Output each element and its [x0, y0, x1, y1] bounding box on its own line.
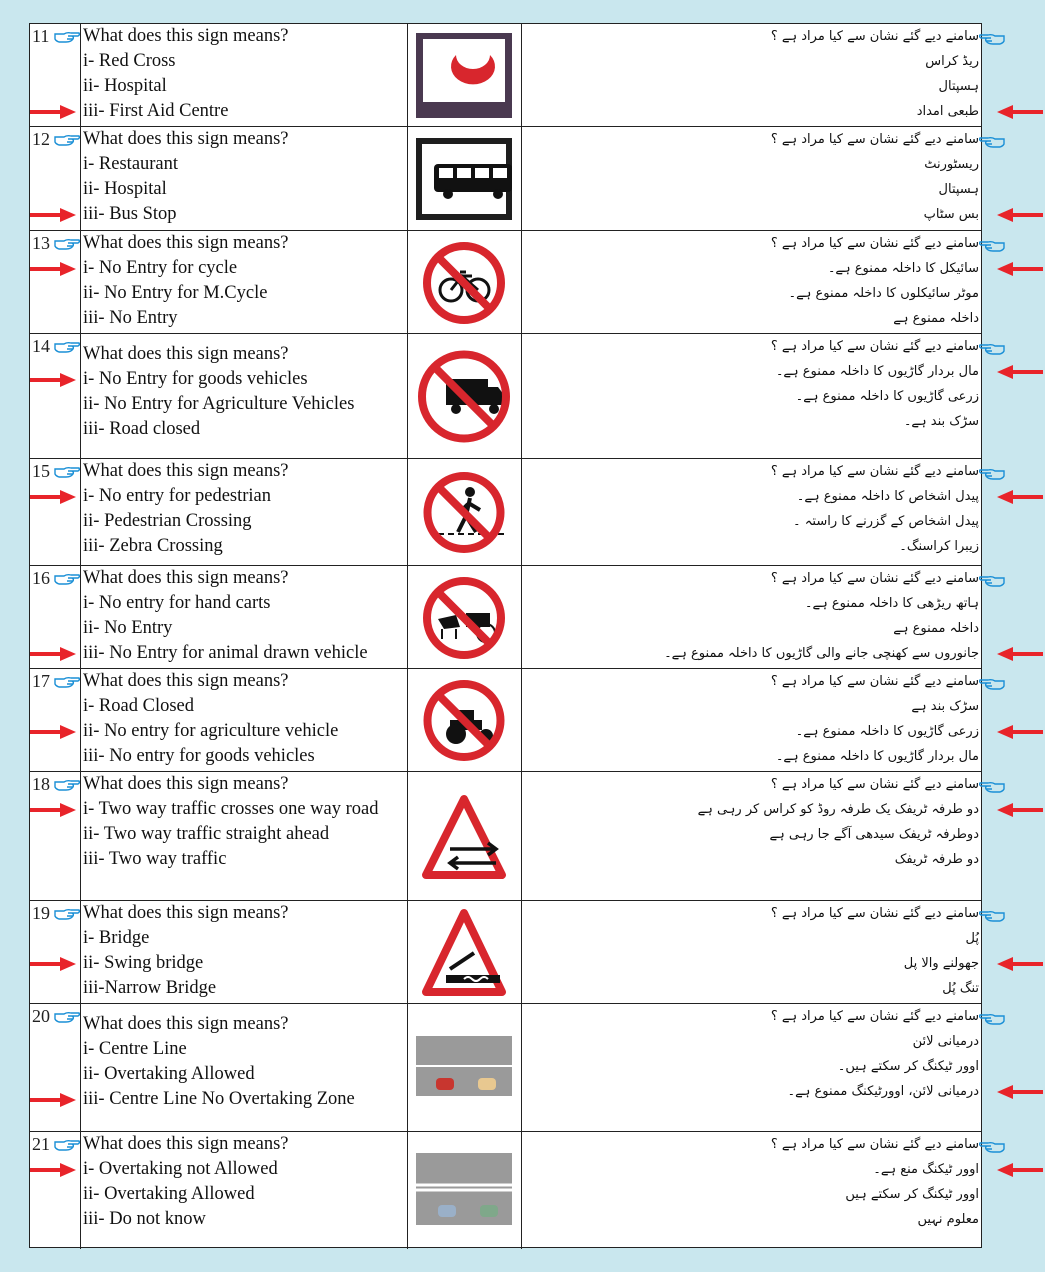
question-number: 21	[32, 1134, 50, 1154]
urdu-question-text: سامنے دیے گئے نشان سے کیا مراد ہے ؟	[770, 777, 979, 792]
pointing-hand-icon	[54, 339, 80, 353]
urdu-option-text: ہاتھ ریڑھی کا داخلہ ممنوع ہے۔	[804, 596, 979, 611]
urdu-option-text: دو طرفہ ٹریفک یک طرفہ روڈ کو کراس کر رہی ہے	[697, 802, 979, 817]
answer-arrow-icon	[997, 104, 1043, 118]
urdu-option-text: پیدل اشخاص کا داخلہ ممنوع ہے۔	[796, 489, 979, 504]
urdu-question-text: سامنے دیے گئے نشان سے کیا مراد ہے ؟	[770, 1009, 979, 1024]
pointing-hand-icon	[54, 1137, 80, 1151]
question-row	[30, 24, 981, 127]
pointing-hand-icon	[979, 238, 1005, 252]
urdu-option-text: جانوروں سے کھنچی جانے والی گاڑیوں کا داخلہ ممنوع ہے۔	[664, 646, 979, 661]
urdu-option-text: مال بردار گاڑیوں کا داخلہ ممنوع ہے۔	[775, 749, 979, 764]
option-text: ii- Two way traffic straight ahead	[83, 824, 330, 844]
pointing-hand-icon	[54, 906, 80, 920]
question-row	[30, 231, 981, 334]
answer-arrow-icon	[30, 1162, 76, 1176]
urdu-option-text: سائیکل کا داخلہ ممنوع ہے۔	[827, 261, 979, 276]
pointing-hand-icon	[54, 571, 80, 585]
option-text: iii- Zebra Crossing	[83, 536, 223, 556]
answer-arrow-icon	[30, 724, 76, 738]
urdu-option-text: تنگ پُل	[942, 981, 979, 996]
english-cell	[81, 24, 408, 126]
question-row	[30, 127, 981, 231]
pointing-hand-icon	[979, 134, 1005, 148]
urdu-option-text: معلوم نہیں	[917, 1212, 979, 1227]
question-row	[30, 901, 981, 1004]
urdu-question-text: سامنے دیے گئے نشان سے کیا مراد ہے ؟	[770, 132, 979, 147]
question-text: What does this sign means?	[83, 233, 289, 253]
question-number: 13	[32, 233, 50, 253]
urdu-cell	[522, 334, 981, 458]
urdu-cell	[522, 24, 981, 126]
urdu-option-text: درمیانی لائن، اوورٹیکنگ ممنوع ہے۔	[787, 1084, 979, 1099]
answer-arrow-icon	[997, 956, 1043, 970]
option-text: ii- Overtaking Allowed	[83, 1184, 255, 1204]
question-row	[30, 669, 981, 772]
option-text: iii- No Entry for animal drawn vehicle	[83, 643, 368, 663]
option-text: i- Red Cross	[83, 51, 176, 71]
urdu-option-text: داخلہ ممنوع ہے	[893, 621, 979, 636]
answer-arrow-icon	[997, 207, 1043, 221]
urdu-cell	[522, 1132, 981, 1249]
question-text: What does this sign means?	[83, 461, 289, 481]
option-text: i- No entry for hand carts	[83, 593, 271, 613]
urdu-question-text: سامنے دیے گئے نشان سے کیا مراد ہے ؟	[770, 29, 979, 44]
urdu-option-text: جھولنے والا پل	[903, 956, 979, 971]
pointing-hand-icon	[54, 674, 80, 688]
option-text: i- No entry for pedestrian	[83, 486, 272, 506]
answer-arrow-icon	[30, 104, 76, 118]
pointing-hand-icon	[54, 777, 80, 791]
urdu-option-text: زیبرا کراسنگ۔	[899, 539, 979, 554]
answer-arrow-icon	[30, 489, 76, 503]
urdu-option-text: طبعی امداد	[916, 104, 979, 119]
number-cell	[30, 566, 81, 668]
answer-arrow-icon	[30, 802, 76, 816]
question-row	[30, 459, 981, 566]
option-text: ii- Pedestrian Crossing	[83, 511, 252, 531]
number-cell	[30, 334, 81, 458]
urdu-question-text: سامنے دیے گئے نشان سے کیا مراد ہے ؟	[770, 906, 979, 921]
english-cell	[81, 901, 408, 1003]
answer-arrow-icon	[30, 207, 76, 221]
urdu-option-text: اوور ٹیکنگ منع ہے۔	[873, 1162, 979, 1177]
centre-line-road-image-icon	[416, 1028, 512, 1112]
quiz-sheet	[29, 23, 982, 1248]
no-animal-cart-sign-icon	[416, 575, 512, 665]
answer-arrow-icon	[997, 646, 1043, 660]
question-text: What does this sign means?	[83, 129, 289, 149]
option-text: ii- No entry for agriculture vehicle	[83, 721, 339, 741]
urdu-option-text: اوور ٹیکنگ کر سکتے ہیں	[845, 1187, 979, 1202]
urdu-option-text: پُل	[965, 931, 979, 946]
sign-cell	[407, 24, 522, 126]
pointing-hand-icon	[979, 908, 1005, 922]
answer-arrow-icon	[997, 364, 1043, 378]
pointing-hand-icon	[979, 466, 1005, 480]
urdu-option-text: ہسپتال	[938, 79, 979, 94]
option-text: iii- No Entry	[83, 308, 178, 328]
urdu-option-text: بس سٹاپ	[923, 207, 979, 222]
urdu-option-text: داخلہ ممنوع ہے	[893, 311, 979, 326]
sign-cell	[407, 1004, 522, 1131]
urdu-option-text: مال بردار گاڑیوں کا داخلہ ممنوع ہے۔	[775, 364, 979, 379]
urdu-option-text: ہسپتال	[938, 182, 979, 197]
no-goods-vehicle-sign-icon	[416, 345, 512, 452]
urdu-cell	[522, 127, 981, 230]
option-text: i- Bridge	[83, 928, 150, 948]
answer-arrow-icon	[30, 646, 76, 660]
urdu-option-text: پیدل اشخاص کے گزرنے کا راستہ ۔	[793, 514, 979, 529]
option-text: i- Overtaking not Allowed	[83, 1159, 278, 1179]
answer-arrow-icon	[30, 261, 76, 275]
option-text: i- No Entry for goods vehicles	[83, 369, 308, 389]
question-text: What does this sign means?	[83, 1134, 289, 1154]
pointing-hand-icon	[979, 1139, 1005, 1153]
option-text: iii- First Aid Centre	[83, 101, 229, 121]
question-row	[30, 1004, 981, 1132]
number-cell	[30, 127, 81, 230]
answer-arrow-icon	[997, 1162, 1043, 1176]
question-row	[30, 1132, 981, 1249]
pointing-hand-icon	[979, 779, 1005, 793]
option-text: i- Road Closed	[83, 696, 194, 716]
question-number: 12	[32, 129, 50, 149]
red-crescent-sign-icon	[416, 33, 512, 122]
urdu-cell	[522, 772, 981, 900]
question-text: What does this sign means?	[83, 671, 289, 691]
question-row	[30, 334, 981, 459]
urdu-question-text: سامنے دیے گئے نشان سے کیا مراد ہے ؟	[770, 674, 979, 689]
number-cell	[30, 1132, 81, 1249]
option-text: iii- Centre Line No Overtaking Zone	[83, 1089, 355, 1109]
no-pedestrian-sign-icon	[416, 470, 512, 559]
answer-arrow-icon	[30, 956, 76, 970]
option-text: iii-Narrow Bridge	[83, 978, 217, 998]
option-text: iii- No entry for goods vehicles	[83, 746, 315, 766]
urdu-option-text: دوطرفہ ٹریفک سیدھی آگے جا رہی ہے	[769, 827, 979, 842]
urdu-cell	[522, 231, 981, 333]
urdu-cell	[522, 1004, 981, 1131]
question-number: 14	[32, 336, 50, 356]
english-cell	[81, 231, 408, 333]
urdu-question-text: سامنے دیے گئے نشان سے کیا مراد ہے ؟	[770, 464, 979, 479]
option-text: ii- No Entry for Agriculture Vehicles	[83, 394, 355, 414]
no-overtaking-road-image-icon	[416, 1147, 512, 1239]
option-text: ii- Overtaking Allowed	[83, 1064, 255, 1084]
sign-cell	[407, 1132, 522, 1249]
question-number: 19	[32, 903, 50, 923]
no-tractor-sign-icon	[416, 678, 512, 767]
question-text: What does this sign means?	[83, 903, 289, 923]
question-text: What does this sign means?	[83, 774, 289, 794]
english-cell	[81, 127, 408, 230]
sign-cell	[407, 127, 522, 230]
urdu-question-text: سامنے دیے گئے نشان سے کیا مراد ہے ؟	[770, 571, 979, 586]
number-cell	[30, 772, 81, 900]
urdu-option-text: ریڈ کراس	[925, 54, 979, 69]
english-cell	[81, 1132, 408, 1249]
pointing-hand-icon	[979, 573, 1005, 587]
english-cell	[81, 334, 408, 458]
question-number: 15	[32, 461, 50, 481]
option-text: ii- No Entry for M.Cycle	[83, 283, 268, 303]
number-cell	[30, 1004, 81, 1131]
pointing-hand-icon	[54, 464, 80, 478]
urdu-cell	[522, 901, 981, 1003]
sign-cell	[407, 566, 522, 668]
sign-cell	[407, 231, 522, 333]
question-text: What does this sign means?	[83, 568, 289, 588]
option-text: iii- Do not know	[83, 1209, 206, 1229]
urdu-question-text: سامنے دیے گئے نشان سے کیا مراد ہے ؟	[770, 339, 979, 354]
number-cell	[30, 669, 81, 771]
urdu-cell	[522, 669, 981, 771]
option-text: i- Restaurant	[83, 154, 179, 174]
urdu-option-text: زرعی گاڑیوں کا داخلہ ممنوع ہے۔	[795, 389, 979, 404]
number-cell	[30, 231, 81, 333]
option-text: iii- Two way traffic	[83, 849, 227, 869]
urdu-cell	[522, 566, 981, 668]
answer-arrow-icon	[997, 261, 1043, 275]
question-number: 20	[32, 1006, 50, 1026]
two-way-traffic-sign-icon	[416, 791, 512, 887]
english-cell	[81, 669, 408, 771]
answer-arrow-icon	[30, 1092, 76, 1106]
pointing-hand-icon	[979, 31, 1005, 45]
question-text: What does this sign means?	[83, 344, 289, 364]
english-cell	[81, 459, 408, 565]
pointing-hand-icon	[54, 29, 80, 43]
option-text: ii- No Entry	[83, 618, 173, 638]
option-text: i- Two way traffic crosses one way road	[83, 799, 379, 819]
answer-arrow-icon	[997, 724, 1043, 738]
no-cycle-sign-icon	[416, 240, 512, 330]
english-cell	[81, 566, 408, 668]
question-number: 17	[32, 671, 50, 691]
urdu-question-text: سامنے دیے گئے نشان سے کیا مراد ہے ؟	[770, 1137, 979, 1152]
urdu-option-text: موٹر سائیکلوں کا داخلہ ممنوع ہے۔	[788, 286, 979, 301]
bus-stop-sign-icon	[416, 138, 512, 224]
pointing-hand-icon	[54, 1009, 80, 1023]
sign-cell	[407, 772, 522, 900]
urdu-option-text: درمیانی لائن	[912, 1034, 979, 1049]
sign-cell	[407, 459, 522, 565]
number-cell	[30, 901, 81, 1003]
urdu-cell	[522, 459, 981, 565]
question-text: What does this sign means?	[83, 26, 289, 46]
urdu-option-text: ریسٹورنٹ	[924, 157, 979, 172]
answer-arrow-icon	[997, 489, 1043, 503]
number-cell	[30, 459, 81, 565]
english-cell	[81, 1004, 408, 1131]
question-number: 16	[32, 568, 50, 588]
answer-arrow-icon	[30, 372, 76, 386]
answer-arrow-icon	[997, 1084, 1043, 1098]
question-text: What does this sign means?	[83, 1014, 289, 1034]
english-cell	[81, 772, 408, 900]
sign-cell	[407, 669, 522, 771]
option-text: ii- Hospital	[83, 179, 167, 199]
option-text: iii- Road closed	[83, 419, 201, 439]
option-text: ii- Hospital	[83, 76, 167, 96]
pointing-hand-icon	[979, 1011, 1005, 1025]
urdu-option-text: سڑک بند ہے۔	[903, 414, 979, 429]
swing-bridge-sign-icon	[416, 905, 512, 1004]
option-text: i- Centre Line	[83, 1039, 187, 1059]
urdu-question-text: سامنے دیے گئے نشان سے کیا مراد ہے ؟	[770, 236, 979, 251]
pointing-hand-icon	[54, 132, 80, 146]
question-number: 18	[32, 774, 50, 794]
option-text: iii- Bus Stop	[83, 204, 177, 224]
answer-arrow-icon	[997, 802, 1043, 816]
question-row	[30, 566, 981, 669]
pointing-hand-icon	[54, 236, 80, 250]
urdu-option-text: دو طرفہ ٹریفک	[894, 852, 979, 867]
number-cell	[30, 24, 81, 126]
question-number: 11	[32, 26, 50, 46]
option-text: i- No Entry for cycle	[83, 258, 238, 278]
pointing-hand-icon	[979, 341, 1005, 355]
question-row	[30, 772, 981, 901]
pointing-hand-icon	[979, 676, 1005, 690]
urdu-option-text: زرعی گاڑیوں کا داخلہ ممنوع ہے۔	[795, 724, 979, 739]
urdu-option-text: سڑک بند ہے	[911, 699, 979, 714]
sign-cell	[407, 334, 522, 458]
urdu-option-text: اوور ٹیکنگ کر سکتے ہیں۔	[837, 1059, 979, 1074]
sign-cell	[407, 901, 522, 1003]
option-text: ii- Swing bridge	[83, 953, 204, 973]
